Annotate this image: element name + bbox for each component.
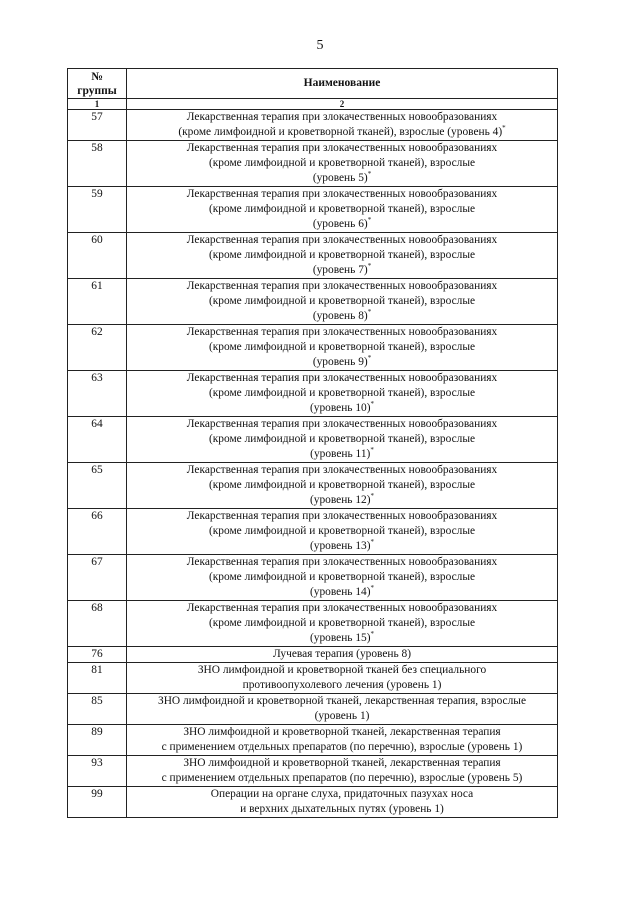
group-name-line [129, 110, 555, 125]
group-name-cell [127, 647, 558, 663]
group-name-line [129, 309, 555, 324]
group-name-line [129, 616, 555, 631]
table-row [68, 663, 558, 694]
group-name-text: (кроме лимфоидной и кроветворной тканей), взрослые [208, 295, 476, 307]
group-name-text: (уровень 6) [312, 218, 368, 230]
header-name: Наименование [127, 69, 558, 99]
group-name-line [129, 233, 555, 248]
group-name-line [129, 787, 555, 802]
group-name-cell [127, 325, 558, 371]
group-name-line [129, 601, 555, 616]
group-name-text: (кроме лимфоидной и кроветворной тканей), взрослые [208, 203, 476, 215]
group-name-line [129, 709, 555, 724]
group-name-line [129, 771, 555, 786]
table-row [68, 725, 558, 756]
group-name-line [129, 539, 555, 554]
footnote-mark: * [370, 492, 375, 500]
group-name-text: (кроме лимфоидной и кроветворной тканей), взрослые [208, 571, 476, 583]
group-name-line [129, 417, 555, 432]
group-name-line [129, 263, 555, 278]
table-row [68, 647, 558, 663]
group-name-line [129, 663, 555, 678]
group-name-text: Лекарственная терапия при злокачественных новообразованиях [186, 280, 498, 292]
footnote-mark: * [502, 124, 506, 132]
group-number-cell: 85 [68, 694, 127, 725]
group-name-cell [127, 187, 558, 233]
group-number-cell: 57 [68, 110, 127, 141]
group-name-line [129, 371, 555, 386]
group-name-text: ЗНО лимфоидной и кроветворной тканей, лекарственная терапия, взрослые [157, 695, 527, 707]
index-col-1: 1 [68, 99, 127, 110]
group-name-cell [127, 233, 558, 279]
group-name-text: (уровень 14) [309, 586, 371, 598]
group-name-cell [127, 279, 558, 325]
table-row [68, 371, 558, 417]
table-row [68, 417, 558, 463]
group-number-cell: 62 [68, 325, 127, 371]
group-name-text: (уровень 13) [309, 540, 371, 552]
group-name-text: (уровень 12) [309, 494, 371, 506]
group-number-cell: 68 [68, 601, 127, 647]
group-name-cell [127, 110, 558, 141]
table-header-row [68, 69, 558, 99]
group-name-cell [127, 417, 558, 463]
table-row [68, 555, 558, 601]
group-name-line [129, 141, 555, 156]
group-name-cell [127, 601, 558, 647]
table-row [68, 187, 558, 233]
group-name-line [129, 432, 555, 447]
group-name-text: (уровень 15) [309, 632, 371, 644]
table-row [68, 509, 558, 555]
group-name-text: Лекарственная терапия при злокачественных новообразованиях [186, 234, 498, 246]
table-row [68, 325, 558, 371]
group-number-cell: 66 [68, 509, 127, 555]
groups-table [67, 68, 558, 818]
group-name-line [129, 647, 555, 662]
group-name-line [129, 447, 555, 462]
group-name-text: (уровень 7) [312, 264, 368, 276]
group-name-text: Лекарственная терапия при злокачественных новообразованиях [186, 510, 498, 522]
group-number-cell: 61 [68, 279, 127, 325]
group-name-text: (уровень 10) [309, 402, 371, 414]
group-name-line [129, 187, 555, 202]
table-row [68, 694, 558, 725]
footnote-mark: * [370, 584, 375, 592]
table-row [68, 463, 558, 509]
group-name-line [129, 631, 555, 646]
group-name-text: (уровень 9) [312, 356, 368, 368]
group-name-text: Лучевая терапия (уровень 8) [272, 648, 412, 660]
group-name-text: Лекарственная терапия при злокачественных новообразованиях [186, 372, 498, 384]
group-name-text: (кроме лимфоидной и кроветворной тканей), взрослые [208, 617, 476, 629]
group-name-line [129, 202, 555, 217]
footnote-mark: * [367, 170, 372, 178]
index-col-2: 2 [127, 99, 558, 110]
footnote-mark: * [370, 538, 375, 546]
group-name-line [129, 401, 555, 416]
group-name-text: ЗНО лимфоидной и кроветворной тканей без специального [197, 664, 487, 676]
footnote-mark: * [367, 262, 372, 270]
group-name-line [129, 802, 555, 817]
group-name-line [129, 678, 555, 693]
group-name-line [129, 156, 555, 171]
header-num-word: группы [77, 85, 117, 97]
group-name-line [129, 740, 555, 755]
group-number-cell: 99 [68, 787, 127, 818]
group-name-line [129, 386, 555, 401]
group-name-text: (кроме лимфоидной и кроветворной тканей), взрослые [208, 433, 476, 445]
group-name-text: ЗНО лимфоидной и кроветворной тканей, лекарственная терапия [183, 726, 501, 738]
group-name-text: Лекарственная терапия при злокачественных новообразованиях [186, 602, 498, 614]
group-name-cell [127, 555, 558, 601]
group-name-text: (кроме лимфоидной и кроветворной тканей), взрослые [208, 249, 476, 261]
group-name-text: Лекарственная терапия при злокачественных новообразованиях [186, 142, 498, 154]
group-name-text: (кроме лимфоидной и кроветворной тканей), взрослые (уровень 4) [178, 126, 503, 138]
group-name-line [129, 570, 555, 585]
group-number-cell: 64 [68, 417, 127, 463]
group-name-line [129, 294, 555, 309]
group-name-text: Лекарственная терапия при злокачественных новообразованиях [186, 556, 498, 568]
group-name-cell [127, 141, 558, 187]
group-number-cell: 58 [68, 141, 127, 187]
group-number-cell: 59 [68, 187, 127, 233]
group-number-cell: 63 [68, 371, 127, 417]
group-name-text: Лекарственная терапия при злокачественных новообразованиях [186, 111, 498, 123]
group-name-cell [127, 463, 558, 509]
group-name-line [129, 248, 555, 263]
group-name-text: (уровень 1) [314, 710, 370, 722]
footnote-mark: * [367, 354, 372, 362]
group-name-text: (уровень 8) [312, 310, 368, 322]
group-name-line [129, 694, 555, 709]
group-name-line [129, 340, 555, 355]
page-number: 5 [316, 38, 324, 53]
group-name-text: (кроме лимфоидной и кроветворной тканей), взрослые [208, 387, 476, 399]
group-name-line [129, 509, 555, 524]
group-number-cell: 93 [68, 756, 127, 787]
group-name-text: (кроме лимфоидной и кроветворной тканей), взрослые [208, 525, 476, 537]
group-name-line [129, 125, 555, 140]
group-name-text: с применением отдельных препаратов (по перечню), взрослые (уровень 1) [161, 741, 523, 753]
group-name-cell [127, 694, 558, 725]
group-name-line [129, 725, 555, 740]
group-name-line [129, 478, 555, 493]
group-name-line [129, 756, 555, 771]
group-name-cell [127, 371, 558, 417]
group-name-cell [127, 756, 558, 787]
footnote-mark: * [370, 400, 375, 408]
group-name-line [129, 171, 555, 186]
header-group-number [68, 69, 127, 99]
group-name-line [129, 325, 555, 340]
group-name-text: (кроме лимфоидной и кроветворной тканей), взрослые [208, 157, 476, 169]
group-number-cell: 60 [68, 233, 127, 279]
group-name-line [129, 524, 555, 539]
group-name-line [129, 463, 555, 478]
footnote-mark: * [370, 446, 374, 454]
group-number-cell: 89 [68, 725, 127, 756]
group-number-cell: 67 [68, 555, 127, 601]
group-name-cell [127, 663, 558, 694]
header-num-symbol: № [91, 71, 103, 83]
footnote-mark: * [370, 630, 375, 638]
group-name-text: (уровень 5) [312, 172, 368, 184]
group-name-text: с применением отдельных препаратов (по перечню), взрослые (уровень 5) [161, 772, 523, 784]
group-name-line [129, 279, 555, 294]
group-name-text: противоопухолевого лечения (уровень 1) [242, 679, 442, 691]
group-name-line [129, 493, 555, 508]
group-name-text: (уровень 11) [310, 448, 371, 460]
table-index-row [68, 99, 558, 110]
group-name-text: ЗНО лимфоидной и кроветворной тканей, лекарственная терапия [183, 757, 501, 769]
group-number-cell: 81 [68, 663, 127, 694]
group-name-text: (кроме лимфоидной и кроветворной тканей), взрослые [208, 341, 476, 353]
table-row [68, 110, 558, 141]
group-name-line [129, 217, 555, 232]
group-name-line [129, 355, 555, 370]
table-row [68, 756, 558, 787]
group-number-cell: 65 [68, 463, 127, 509]
group-name-cell [127, 509, 558, 555]
group-name-text: (кроме лимфоидной и кроветворной тканей), взрослые [208, 479, 476, 491]
group-name-text: и верхних дыхательных путях (уровень 1) [240, 803, 444, 815]
group-name-text: Лекарственная терапия при злокачественных новообразованиях [186, 464, 498, 476]
group-name-cell [127, 725, 558, 756]
group-name-line [129, 585, 555, 600]
footnote-mark: * [367, 216, 372, 224]
table-row [68, 279, 558, 325]
table-row [68, 141, 558, 187]
table-row [68, 787, 558, 818]
group-name-text: Операции на органе слуха, придаточных пазухах носа [210, 788, 474, 800]
group-name-line [129, 555, 555, 570]
group-number-cell: 76 [68, 647, 127, 663]
group-name-cell [127, 787, 558, 818]
group-name-text: Лекарственная терапия при злокачественных новообразованиях [186, 326, 498, 338]
table-row [68, 601, 558, 647]
group-name-text: Лекарственная терапия при злокачественных новообразованиях [186, 418, 498, 430]
footnote-mark: * [367, 308, 372, 316]
table-row [68, 233, 558, 279]
group-name-text: Лекарственная терапия при злокачественных новообразованиях [186, 188, 498, 200]
table-body [68, 110, 558, 818]
